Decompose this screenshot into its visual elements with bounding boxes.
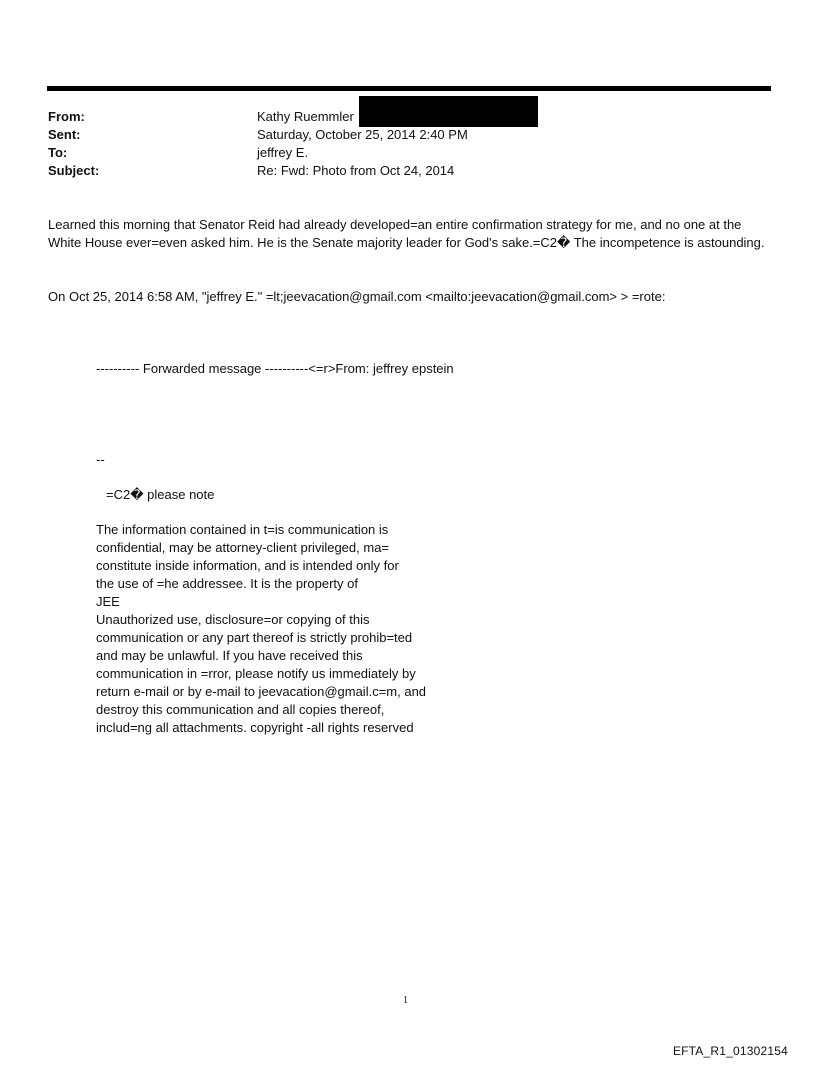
bates-number: EFTA_R1_01302154 bbox=[672, 1044, 788, 1058]
disclaimer-line: confidential, may be attorney-client privileged, ma= bbox=[96, 540, 390, 555]
disclaimer-line: The information contained in t=is communication is bbox=[96, 522, 389, 537]
from-value: Kathy Ruemmler bbox=[257, 109, 354, 124]
disclaimer-line: Unauthorized use, disclosure=or copying of this bbox=[96, 612, 370, 627]
signature-dash: -- bbox=[96, 452, 105, 467]
disclaimer-line: communication or any part thereof is strictly prohib=ted bbox=[96, 630, 413, 645]
disclaimer-line: return e-mail or by e-mail to jeevacation@gmail.c=m, and bbox=[96, 684, 427, 699]
disclaimer-line: and may be unlawful. If you have received this bbox=[96, 648, 363, 663]
disclaimer-line: the use of =he addressee. It is the property of bbox=[96, 576, 358, 591]
disclaimer-block bbox=[96, 521, 456, 737]
sent-label: Sent: bbox=[48, 127, 81, 142]
forwarded-line: ---------- Forwarded message ----------<=r>From: jeffrey epstein bbox=[96, 361, 454, 376]
page-number: 1 bbox=[403, 995, 408, 1006]
disclaimer-line: communication in =rror, please notify us immediately by bbox=[96, 666, 416, 681]
to-label: To: bbox=[48, 145, 68, 160]
please-note: =C2� please note bbox=[106, 487, 215, 502]
to-value: jeffrey E. bbox=[257, 145, 309, 160]
subject-value: Re: Fwd: Photo from Oct 24, 2014 bbox=[257, 163, 455, 178]
subject-label: Subject: bbox=[48, 163, 100, 178]
disclaimer-line: constitute inside information, and is intended only for bbox=[96, 558, 399, 573]
disclaimer-line: JEE bbox=[96, 594, 120, 609]
quote-intro: On Oct 25, 2014 6:58 AM, "jeffrey E." =lt;jeevacation@gmail.com <mailto:jeevacation@gmail.com> > =rote: bbox=[48, 289, 666, 304]
redaction-box bbox=[359, 96, 538, 127]
disclaimer-line: includ=ng all attachments. copyright -all rights reserved bbox=[96, 720, 414, 735]
from-label: From: bbox=[48, 109, 85, 124]
disclaimer-line: destroy this communication and all copies thereof, bbox=[96, 702, 385, 717]
message-paragraph: Learned this morning that Senator Reid had already developed=an entire confirmation strategy for me, and no one at the White House ever=even asked him. He is the Senate majority leader for God's sake.=C2� The incompetence is astounding. bbox=[48, 217, 765, 250]
sent-value: Saturday, October 25, 2014 2:40 PM bbox=[257, 127, 468, 142]
header-rule bbox=[47, 86, 771, 91]
